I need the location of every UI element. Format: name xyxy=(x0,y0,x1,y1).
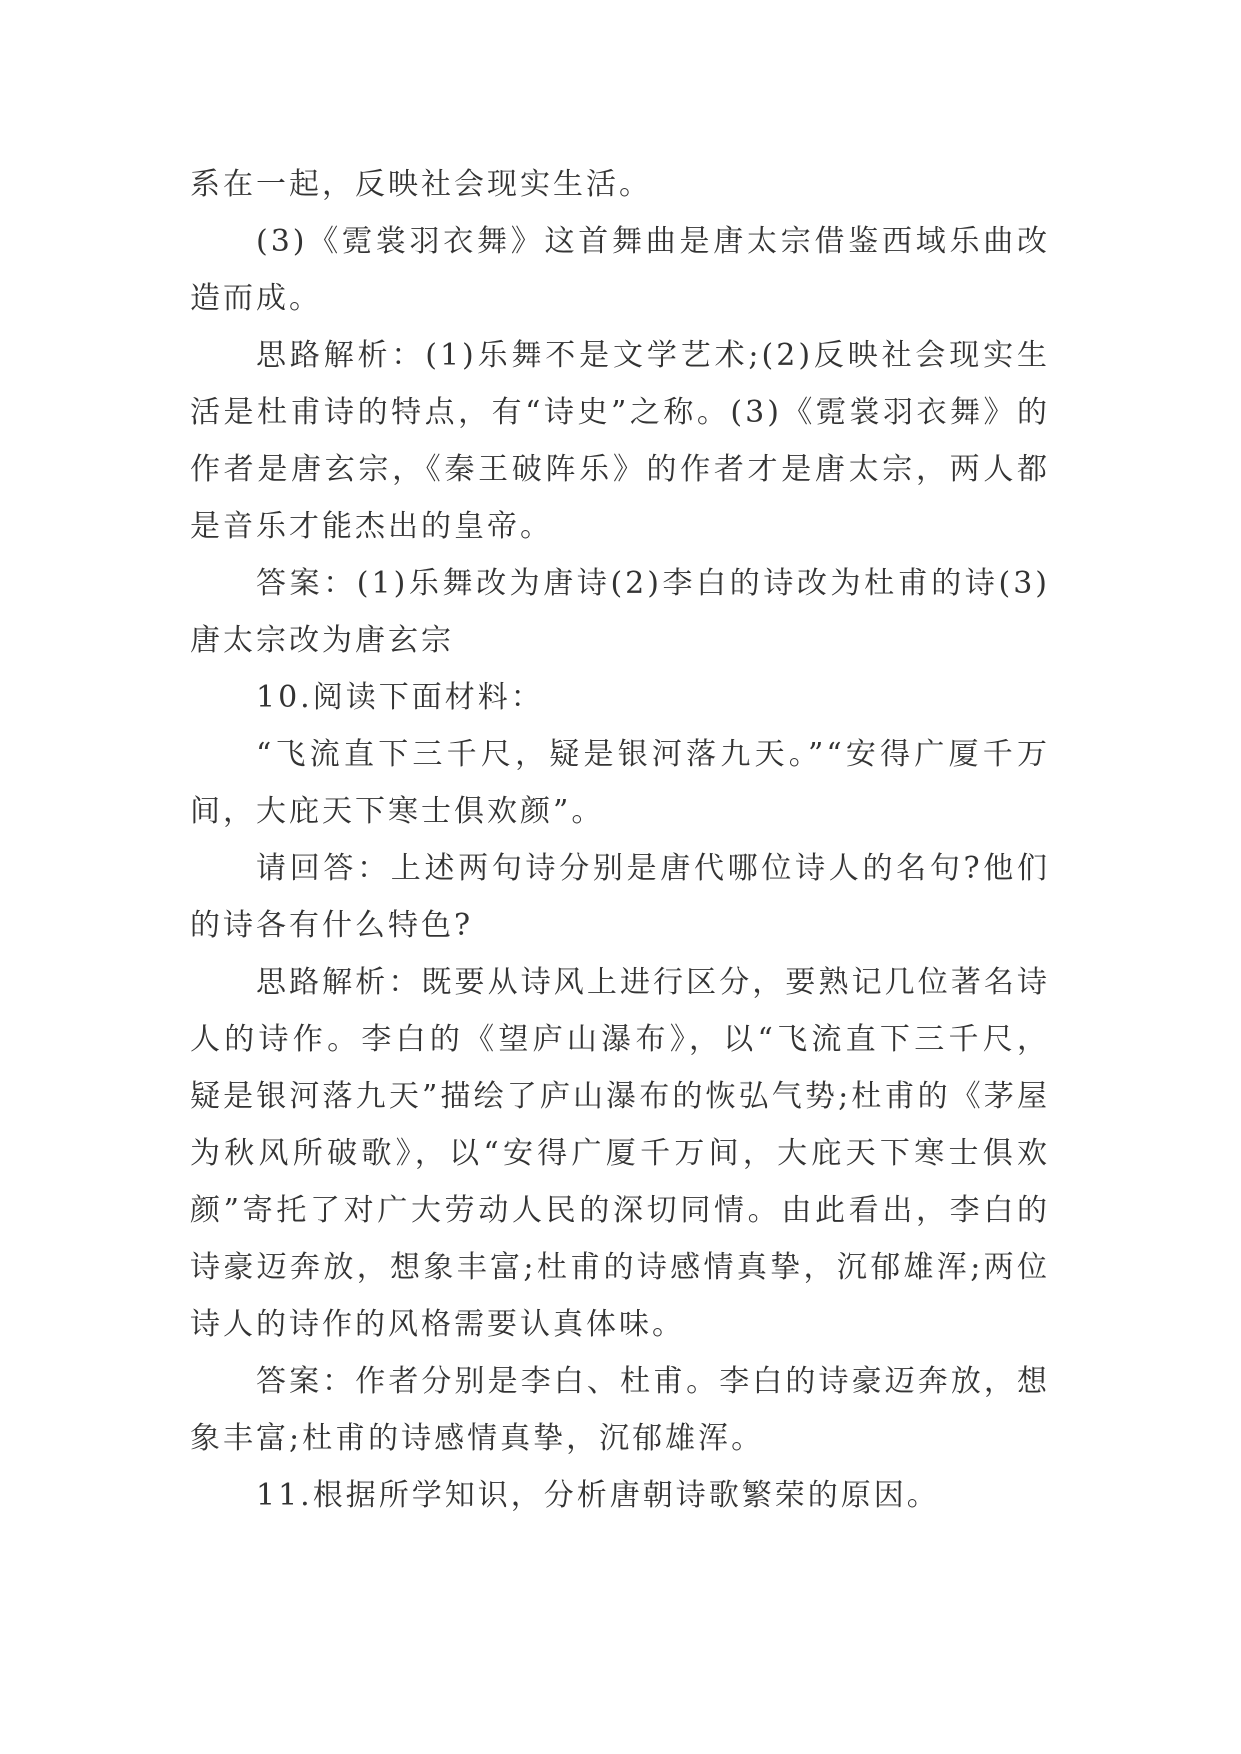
paragraph-analysis-9: 思路解析：(1)乐舞不是文学艺术;(2)反映社会现实生活是杜甫诗的特点，有“诗史”之称。(3)《霓裳羽衣舞》的作者是唐玄宗，《秦王破阵乐》的作者才是唐太宗，两人都是音乐才能杰出的皇帝。 xyxy=(190,338,1050,544)
paragraph-continuation: 系在一起，反映社会现实生活。 xyxy=(190,167,652,202)
paragraph-analysis-10: 思路解析：既要从诗风上进行区分，要熟记几位著名诗人的诗作。李白的《望庐山瀑布》，以“飞流直下三千尺，疑是银河落九天”描绘了庐山瀑布的恢弘气势;杜甫的《茅屋为秋风所破歌》，以“安得广厦千万间，大庇天下寒士俱欢颜”寄托了对广大劳动人民的深切同情。由此看出，李白的诗豪迈奔放，想象丰富;杜甫的诗感情真挚，沉郁雄浑;两位诗人的诗作的风格需要认真体味。 xyxy=(190,965,1050,1342)
document-body xyxy=(190,156,1050,1524)
paragraph-answer-9: 答案：(1)乐舞改为唐诗(2)李白的诗改为杜甫的诗(3)唐太宗改为唐玄宗 xyxy=(190,566,1050,658)
question-10-heading: 10.阅读下面材料： xyxy=(256,680,544,715)
question-11-heading: 11.根据所学知识，分析唐朝诗歌繁荣的原因。 xyxy=(256,1478,940,1513)
question-10-prompt: 请回答：上述两句诗分别是唐代哪位诗人的名句?他们的诗各有什么特色? xyxy=(190,851,1050,943)
paragraph-answer-10: 答案：作者分别是李白、杜甫。李白的诗豪迈奔放，想象丰富;杜甫的诗感情真挚，沉郁雄浑。 xyxy=(190,1364,1050,1456)
question-10-quote: “飞流直下三千尺，疑是银河落九天。”“安得广厦千万间，大庇天下寒士俱欢颜”。 xyxy=(190,737,1050,829)
paragraph-item-3: (3)《霓裳羽衣舞》这首舞曲是唐太宗借鉴西域乐曲改造而成。 xyxy=(190,224,1050,316)
